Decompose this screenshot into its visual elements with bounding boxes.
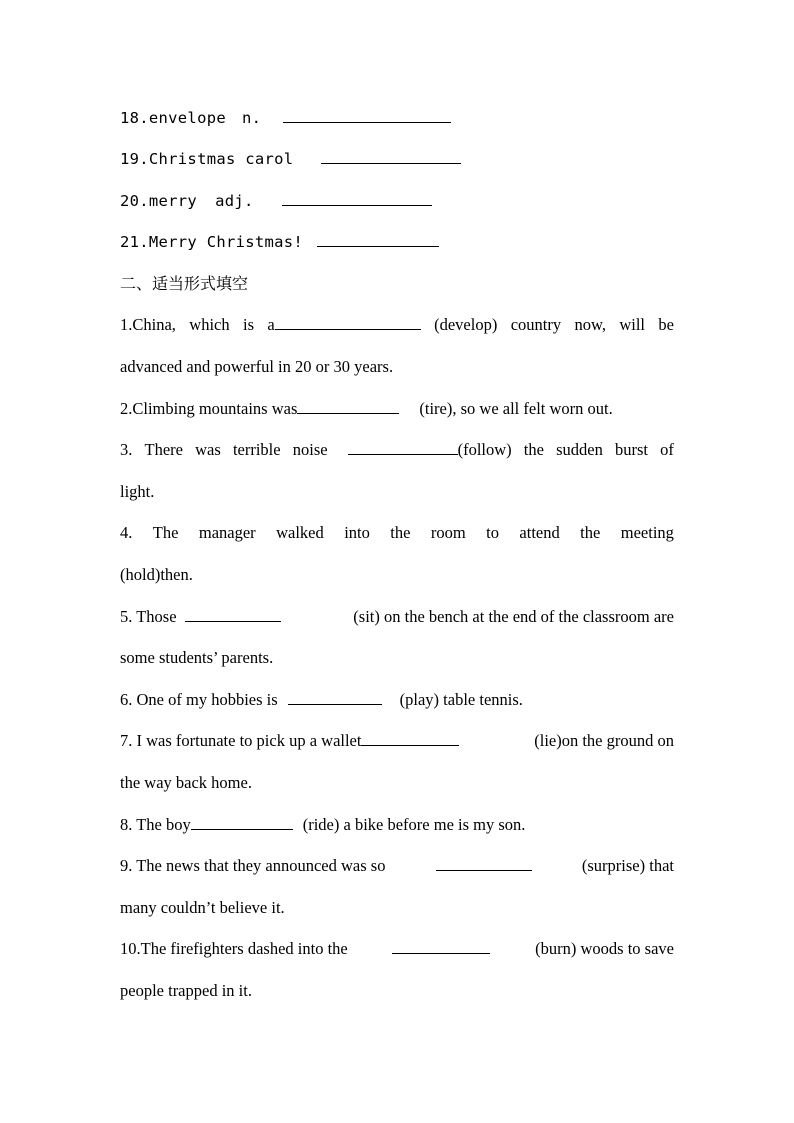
word: The xyxy=(152,523,179,542)
question-8 xyxy=(120,815,674,835)
vocab-word: merry xyxy=(148,192,198,210)
question-4 xyxy=(120,523,674,543)
word: burst xyxy=(615,440,648,459)
question-7-continued: the way back home. xyxy=(120,773,252,792)
question-text: 9. The news that they announced was so xyxy=(120,856,386,875)
vocab-number: 18. xyxy=(120,109,149,127)
answer-blank[interactable] xyxy=(288,690,382,705)
question-text: 6. One of my hobbies is xyxy=(120,690,278,709)
vocab-item-21 xyxy=(120,232,439,252)
question-10 xyxy=(120,939,674,959)
word: room xyxy=(430,523,466,542)
question-10-continued: people trapped in it. xyxy=(120,981,252,1000)
answer-blank[interactable] xyxy=(317,232,439,247)
word: the xyxy=(580,523,601,542)
vocab-item-20 xyxy=(120,191,432,211)
question-5 xyxy=(120,607,674,627)
vocab-pos: n. xyxy=(241,109,262,127)
question-text: (sit) on the bench at the end of the classroom are xyxy=(353,607,674,626)
question-3 xyxy=(120,440,674,460)
question-text: 5. Those xyxy=(120,607,177,626)
vocab-word: Merry Christmas! xyxy=(148,233,304,251)
question-text: (play) table tennis. xyxy=(399,690,523,709)
question-text: (surprise) that xyxy=(581,856,674,875)
question-1 xyxy=(120,315,674,335)
question-9 xyxy=(120,856,674,876)
word: was xyxy=(195,440,221,459)
answer-blank[interactable] xyxy=(361,731,459,746)
word: will xyxy=(619,315,646,334)
question-3-continued: light. xyxy=(120,482,155,501)
vocab-number: 19. xyxy=(120,150,149,168)
word: sudden xyxy=(556,440,603,459)
question-text: (ride) a bike before me is my son. xyxy=(302,815,526,834)
answer-blank[interactable] xyxy=(348,440,458,455)
word: the xyxy=(390,523,411,542)
answer-blank[interactable] xyxy=(392,939,490,954)
question-7 xyxy=(120,731,674,751)
question-text: (tire), so we all felt worn out. xyxy=(419,399,613,418)
vocab-word: Christmas carol xyxy=(148,150,294,168)
question-6 xyxy=(120,690,674,710)
question-text: (burn) woods to save xyxy=(535,939,674,958)
word: now, xyxy=(574,315,606,334)
vocab-word: envelope xyxy=(148,109,226,127)
question-2 xyxy=(120,399,674,419)
word: be xyxy=(658,315,674,334)
vocab-number: 21. xyxy=(120,233,149,251)
word: which xyxy=(189,315,230,334)
vocab-item-18 xyxy=(120,108,451,128)
word: of xyxy=(660,440,674,459)
question-9-continued: many couldn’t believe it. xyxy=(120,898,285,917)
answer-blank[interactable] xyxy=(275,315,421,330)
question-text: 8. The boy xyxy=(120,815,191,834)
question-text: 10.The firefighters dashed into the xyxy=(120,939,348,958)
word: There xyxy=(144,440,183,459)
word: (follow) xyxy=(457,440,512,459)
word: walked xyxy=(276,523,324,542)
answer-blank[interactable] xyxy=(297,399,399,414)
question-1-continued: advanced and powerful in 20 or 30 years. xyxy=(120,357,394,376)
word: 1.China, xyxy=(120,315,176,334)
answer-blank[interactable] xyxy=(436,856,532,871)
question-5-continued: some students’ parents. xyxy=(120,648,274,667)
word: terrible xyxy=(232,440,281,459)
question-text: 7. I was fortunate to pick up a wallet xyxy=(120,731,362,750)
answer-blank[interactable] xyxy=(191,815,293,830)
answer-blank[interactable] xyxy=(283,108,451,123)
vocab-item-19 xyxy=(120,149,461,169)
answer-blank[interactable] xyxy=(282,191,432,206)
vocab-number: 20. xyxy=(120,192,149,210)
word: a xyxy=(267,315,275,334)
word: country xyxy=(510,315,562,334)
word: attend xyxy=(519,523,560,542)
word: is xyxy=(243,315,255,334)
section-heading: 二、适当形式填空 xyxy=(120,274,249,293)
word: the xyxy=(523,440,544,459)
word: 3. xyxy=(120,440,133,459)
question-text: (lie)on the ground on xyxy=(534,731,674,750)
question-text: 2.Climbing mountains was xyxy=(120,399,298,418)
word: meeting xyxy=(620,523,674,542)
answer-blank[interactable] xyxy=(185,607,281,622)
word: 4. xyxy=(120,523,133,542)
word: into xyxy=(344,523,370,542)
vocab-pos: adj. xyxy=(215,192,254,210)
word: noise xyxy=(292,440,328,459)
word: manager xyxy=(198,523,256,542)
word: to xyxy=(486,523,499,542)
word: (develop) xyxy=(434,315,498,334)
answer-blank[interactable] xyxy=(321,149,461,164)
question-4-continued: (hold)then. xyxy=(120,565,193,584)
